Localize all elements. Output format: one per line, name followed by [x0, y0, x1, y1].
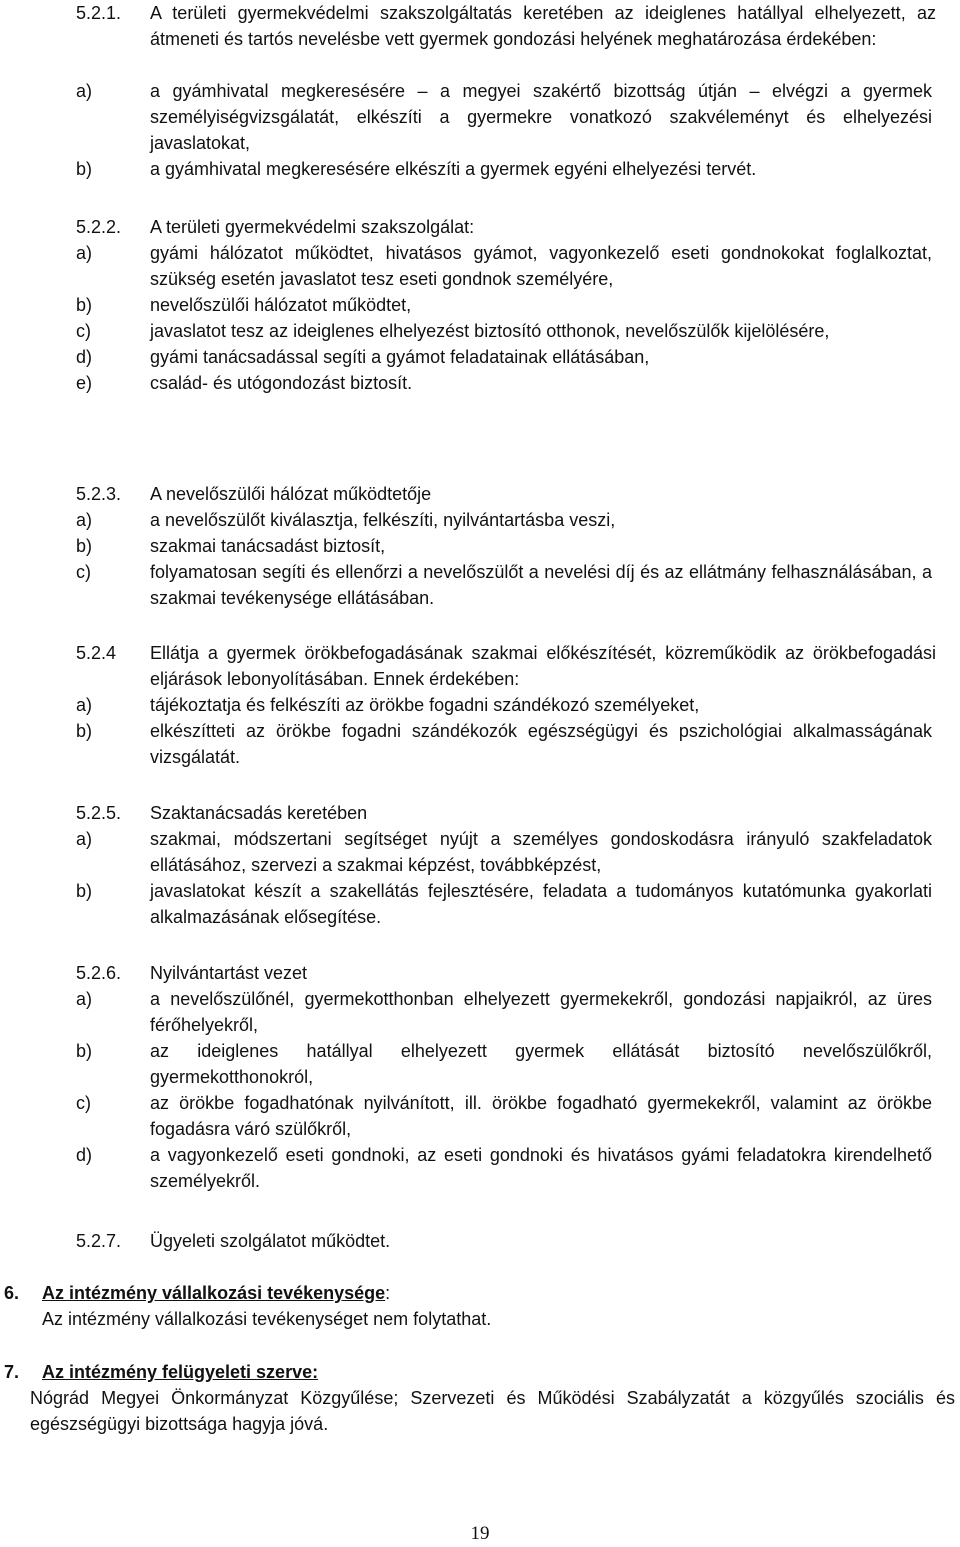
- list-item-text: szakmai, módszertani segítséget nyújt a személyes gondoskodásra irányuló szakfeladatok ellátásához, szervezi a szakmai képzést, továbbképzést,: [150, 829, 932, 875]
- list-item-label: a): [76, 81, 93, 101]
- list-item-label: a): [76, 510, 93, 530]
- section-title: A területi gyermekvédelmi szakszolgálat:: [150, 217, 475, 237]
- list-item-text: javaslatot tesz az ideiglenes elhelyezést biztosító otthonok, nevelőszülők kijelölésére,: [150, 321, 830, 341]
- list-item-label: c): [76, 321, 91, 341]
- list-item-label: a): [76, 829, 93, 849]
- list-item-text: az örökbe fogadhatónak nyilvánított, ill. örökbe fogadható gyermekekről, valamint az örökbe fogadásra váró szülőkről,: [150, 1093, 932, 1139]
- section-title: Az intézmény vállalkozási tevékenysége: [42, 1283, 386, 1303]
- list-item-text: nevelőszülői hálózatot működtet,: [150, 295, 412, 315]
- list-item: [76, 507, 932, 533]
- list-item-text: a nevelőszülőt kiválasztja, felkészíti, nyilvántartásba veszi,: [150, 510, 616, 530]
- section-number: 5.2.7.: [76, 1231, 122, 1251]
- list-item-label: a): [76, 989, 93, 1009]
- list-item-label: c): [76, 562, 91, 582]
- list-item-text: elkészítteti az örökbe fogadni szándékozók egészségügyi és pszichológiai alkalmasságának vizsgálatát.: [150, 721, 932, 767]
- section-title: Ügyeleti szolgálatot működtet.: [150, 1231, 391, 1251]
- section-number: 5.2.4: [76, 643, 117, 663]
- list-item-text: tájékoztatja és felkészíti az örökbe fogadni szándékozó személyeket,: [150, 695, 700, 715]
- list-item-text: folyamatosan segíti és ellenőrzi a nevelőszülőt a nevelési díj és az ellátmány felhasználásában, a szakmai tevékenysége ellátásában.: [150, 562, 932, 608]
- list-item-label: b): [76, 295, 93, 315]
- section-title: Ellátja a gyermek örökbefogadásának szakmai előkészítését, közreműködik az örökbefogadási eljárások lebonyolításában. Ennek érdekében:: [150, 643, 936, 689]
- list-item-label: d): [76, 347, 93, 367]
- list-item: [76, 826, 932, 878]
- section-title: A nevelőszülői hálózat működtetője: [150, 484, 432, 504]
- list-item-text: a vagyonkezelő eseti gondnoki, az eseti gondnoki és hivatásos gyámi feladatokra kirendelhető személyekről.: [150, 1145, 932, 1191]
- list-item-text: gyámi tanácsadással segíti a gyámot feladatainak ellátásában,: [150, 347, 650, 367]
- list-item: [76, 156, 932, 182]
- list-item: [76, 1090, 932, 1142]
- list-item-text: javaslatokat készít a szakellátás fejlesztésére, feladata a tudományos kutatómunka gyakorlati alkalmazásának elősegítése.: [150, 881, 932, 927]
- list-item: [76, 292, 932, 318]
- list-item: [76, 692, 932, 718]
- list-item-label: b): [76, 159, 93, 179]
- list-item: [76, 559, 932, 611]
- list-item-label: a): [76, 243, 93, 263]
- section-number: 7.: [4, 1362, 20, 1382]
- list-item-text: a gyámhivatal megkeresésére – a megyei szakértő bizottság útján – elvégzi a gyermek személyiségvizsgálatát, elkészíti a gyermekre vonatkozó szakvéleményt és elhelyezési javaslatokat,: [150, 81, 932, 153]
- list-item: [76, 1038, 932, 1090]
- list-item-text: az ideiglenes hatállyal elhelyezett gyermek ellátását biztosító nevelőszülőkről, gyermekotthonokról,: [150, 1041, 932, 1087]
- list-item-label: b): [76, 721, 93, 741]
- section-title: Szaktanácsadás keretében: [150, 803, 368, 823]
- section-number: 6.: [4, 1283, 20, 1303]
- section-body: Az intézmény vállalkozási tevékenységet nem folytathat.: [42, 1309, 492, 1329]
- list-item-label: d): [76, 1145, 93, 1165]
- list-item-text: gyámi hálózatot működtet, hivatásos gyámot, vagyonkezelő eseti gondnokokat foglalkoztat, szükség esetén javaslatot tesz eseti gondnok személyére,: [150, 243, 932, 289]
- list-item: [76, 370, 932, 396]
- list-item-label: e): [76, 373, 93, 393]
- list-item: [76, 878, 932, 930]
- list-item-text: család- és utógondozást biztosít.: [150, 373, 413, 393]
- list-item-label: a): [76, 695, 93, 715]
- list-item: [76, 533, 932, 559]
- list-item: [76, 718, 932, 770]
- section-number: 5.2.6.: [76, 963, 122, 983]
- list-item: [76, 318, 932, 344]
- section-number: 5.2.2.: [76, 217, 122, 237]
- section-number: 5.2.3.: [76, 484, 122, 504]
- title-colon: :: [385, 1283, 391, 1303]
- list-item-label: c): [76, 1093, 91, 1113]
- list-item: [76, 78, 932, 156]
- list-item-text: szakmai tanácsadást biztosít,: [150, 536, 386, 556]
- list-item-text: a nevelőszülőnél, gyermekotthonban elhelyezett gyermekekről, gondozási napjaikról, az üres férőhelyekről,: [150, 989, 932, 1035]
- list-item-label: b): [76, 881, 93, 901]
- list-item-label: b): [76, 536, 93, 556]
- section-title: A területi gyermekvédelmi szakszolgáltatás keretében az ideiglenes hatállyal elhelyezett, az átmeneti és tartós nevelésbe vett gyermek gondozási helyének meghatározása érdekében:: [150, 3, 936, 49]
- list-item: [76, 1142, 932, 1194]
- section-title: Nyilvántartást vezet: [150, 963, 308, 983]
- list-item: [76, 986, 932, 1038]
- list-item-label: b): [76, 1041, 93, 1061]
- section-number: 5.2.1.: [76, 3, 122, 23]
- section-body: Nógrád Megyei Önkormányzat Közgyűlése; Szervezeti és Működési Szabályzatát a közgyűlés szociális és egészségügyi bizottsága hagyja jóvá.: [30, 1388, 955, 1434]
- list-item: [76, 344, 932, 370]
- list-item-text: a gyámhivatal megkeresésére elkészíti a gyermek egyéni elhelyezési tervét.: [150, 159, 757, 179]
- section-number: 5.2.5.: [76, 803, 122, 823]
- page-number: 19: [470, 1523, 490, 1544]
- section-title: Az intézmény felügyeleti szerve:: [42, 1362, 319, 1382]
- list-item: [76, 240, 932, 292]
